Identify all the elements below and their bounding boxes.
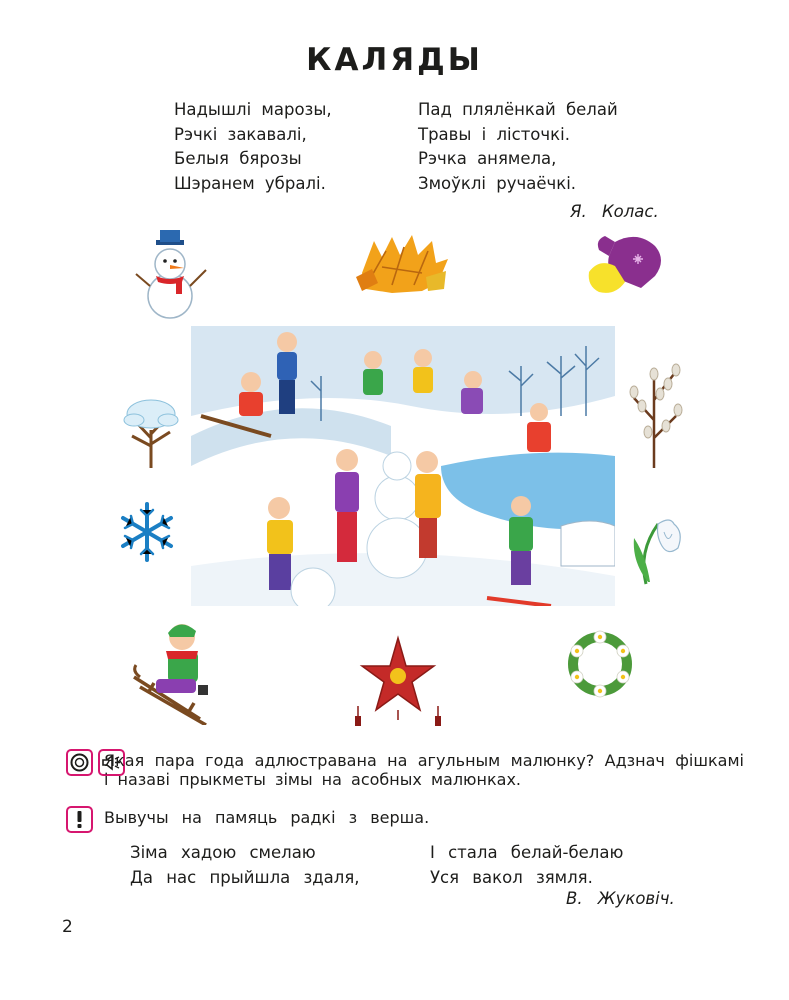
poem-right-column (418, 98, 618, 196)
page-number: 2 (62, 917, 73, 937)
poem-author: Я. Колас. (570, 202, 659, 221)
boy-on-sled-icon (130, 615, 220, 725)
poem-line: Шэранем убралі. (174, 173, 326, 193)
poem-line: Да нас прыйшла здаля, (130, 868, 360, 887)
poem2-left-column (130, 840, 360, 890)
task-2-text: Вывучы на памяць радкі з верша. (104, 808, 430, 827)
poem-line: Рэчкі закавалі, (174, 124, 307, 144)
autumn-leaves-icon (352, 233, 452, 297)
mitten-icon (585, 232, 673, 298)
snowman-icon (132, 226, 212, 322)
poem-line: Травы і лісточкі. (418, 124, 570, 144)
poem-line: Зіма хадою смелаю (130, 843, 316, 862)
christmas-star-icon (352, 626, 444, 726)
poem-line: Змоўклі ручаёчкі. (418, 173, 577, 193)
snowdrop-icon (628, 502, 692, 586)
willow-branch-icon (624, 360, 690, 470)
poem-line: Пад плялёнкай белай (418, 100, 618, 119)
poem2-right-column (430, 840, 623, 890)
poem-line: Надышлі марозы, (174, 100, 332, 119)
exclamation-icon (66, 806, 93, 833)
page-title: КАЛЯДЫ (306, 42, 483, 78)
poem2-author: В. Жуковіч. (566, 889, 675, 908)
poem-line: І стала белай-белаю (430, 843, 624, 862)
flower-wreath-icon (560, 624, 640, 704)
frosty-tree-icon (120, 392, 182, 470)
poem-line: Белыя бярозы (174, 149, 302, 168)
task-1-text: Якая пара года адлюстравана на агульным малюнку? Адзнач фішкамі і назаві прыкметы зімы на асобных малюнках. (104, 751, 744, 789)
poem-line: Уся вакол зямля. (430, 868, 593, 887)
snowflake-icon (118, 500, 176, 564)
winter-scene-illustration (191, 326, 615, 606)
poem-left-column (174, 98, 332, 196)
chip-icon (66, 749, 93, 776)
poem-line: Рэчка анямела, (418, 149, 557, 168)
